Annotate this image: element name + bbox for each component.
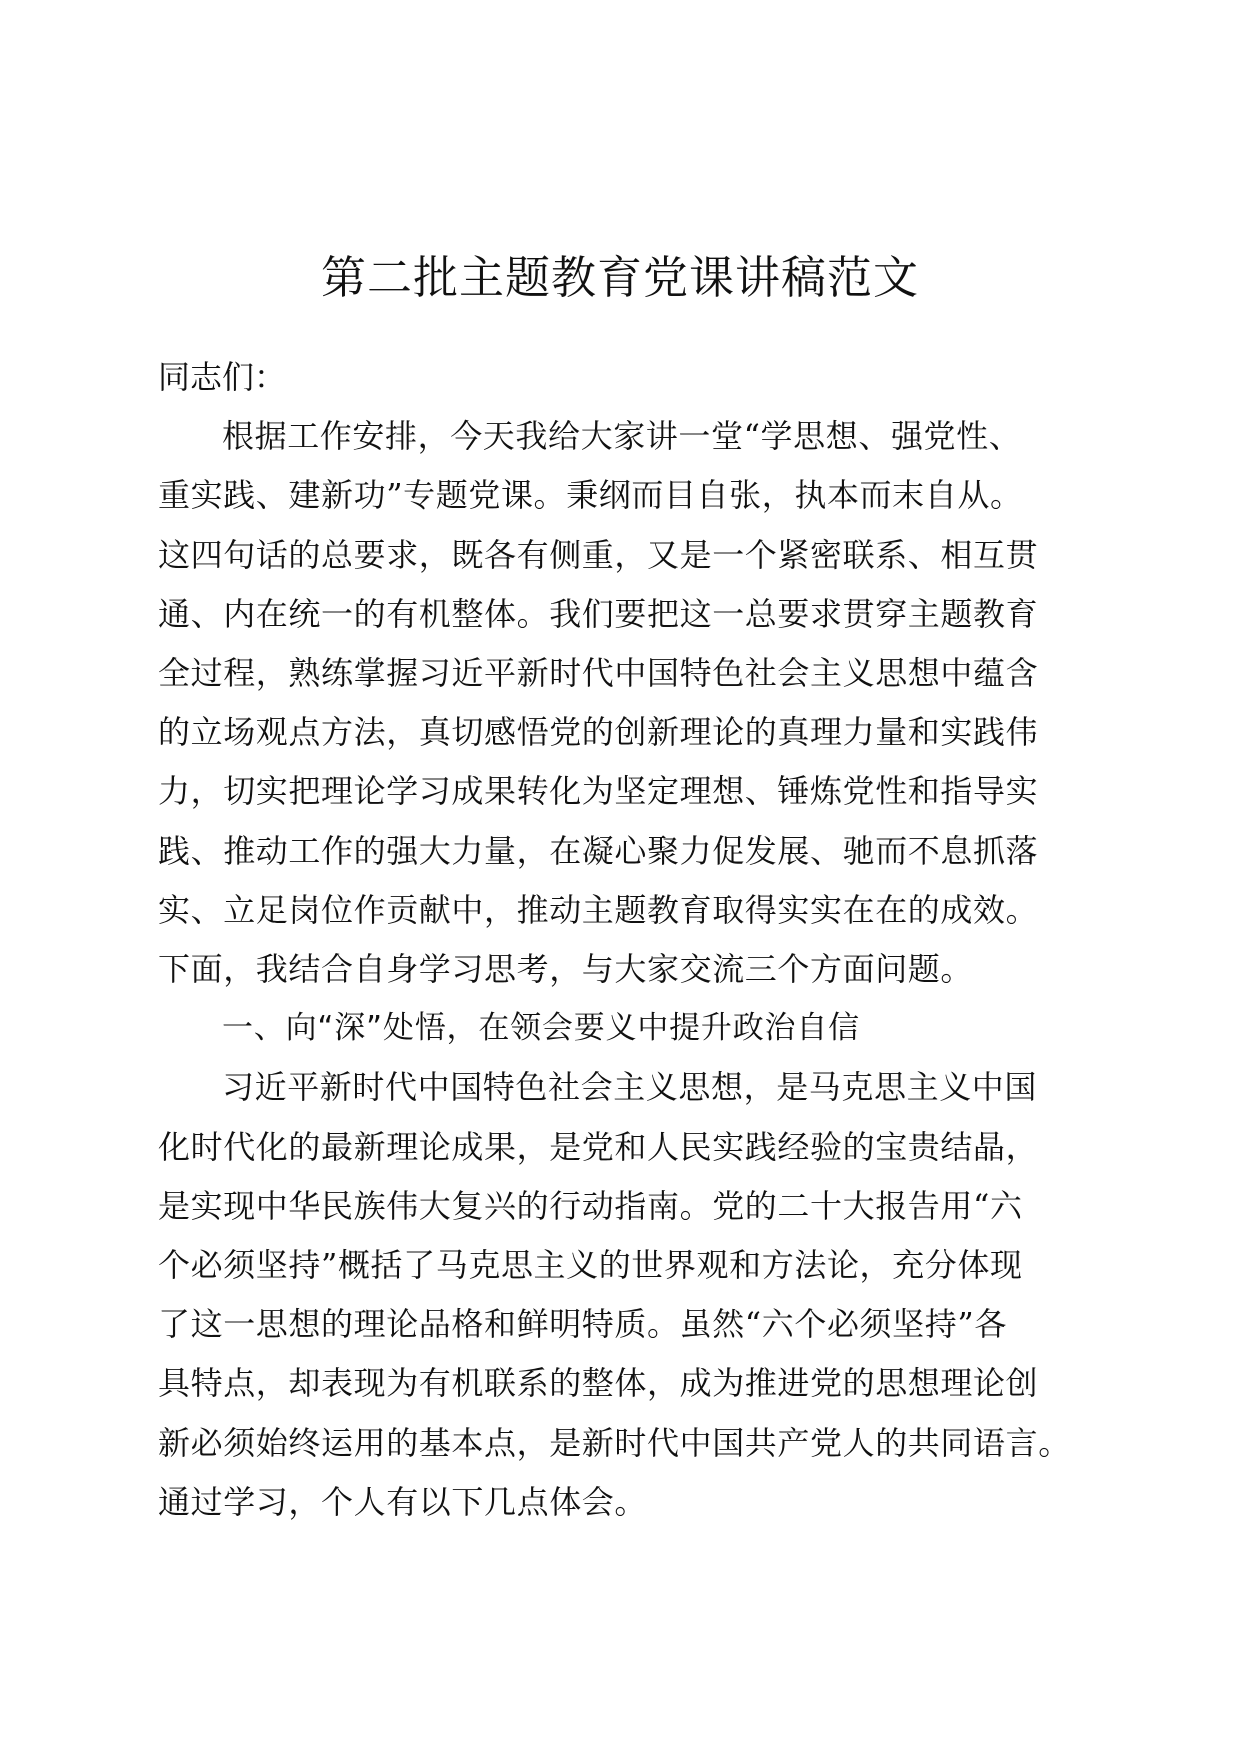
paragraph-line: 通过学习，个人有以下几点体会。 — [158, 1482, 648, 1521]
paragraph-line: 新必须始终运用的基本点，是新时代中国共产党人的共同语言。 — [158, 1423, 1071, 1462]
paragraph-line: 具特点，却表现为有机联系的整体，成为推进党的思想理论创 — [158, 1364, 1039, 1403]
paragraph-line: 根据工作安排，今天我给大家讲一堂“学思想、强党性、 — [222, 417, 1022, 456]
document-body — [158, 348, 1098, 1532]
paragraph-line: 下面，我结合自身学习思考，与大家交流三个方面问题。 — [158, 950, 974, 989]
paragraph-line: 力，切实把理论学习成果转化为坚定理想、锤炼党性和指导实 — [158, 772, 1039, 811]
salutation: 同志们： — [158, 358, 287, 396]
paragraph-2 — [158, 1058, 1098, 1532]
paragraph-line: 通、内在统一的有机整体。我们要把这一总要求贯穿主题教育 — [158, 594, 1039, 633]
paragraph-line: 重实践、建新功”专题党课。秉纲而目自张，执本而末自从。 — [158, 476, 1023, 515]
section-heading: 一、向“深”处悟，在领会要义中提升政治自信 — [222, 1010, 860, 1047]
document-title: 第二批主题教育党课讲稿范文 — [320, 251, 919, 304]
paragraph-line: 践、推动工作的强大力量，在凝心聚力促发展、驰而不息抓落 — [158, 831, 1039, 870]
paragraph-1 — [158, 407, 1098, 999]
paragraph-line: 个必须坚持”概括了马克思主义的世界观和方法论，充分体现 — [158, 1246, 1023, 1285]
paragraph-line: 这四句话的总要求，既各有侧重，又是一个紧密联系、相互贯 — [158, 535, 1039, 574]
paragraph-line: 全过程，熟练掌握习近平新时代中国特色社会主义思想中蕴含 — [158, 654, 1039, 693]
paragraph-line: 习近平新时代中国特色社会主义思想，是马克思主义中国 — [222, 1068, 1038, 1107]
paragraph-line: 实、立足岗位作贡献中，推动主题教育取得实实在在的成效。 — [158, 890, 1039, 929]
paragraph-line: 化时代化的最新理论成果，是党和人民实践经验的宝贵结晶， — [158, 1127, 1039, 1166]
paragraph-line: 的立场观点方法，真切感悟党的创新理论的真理力量和实践伟 — [158, 713, 1039, 752]
paragraph-line: 了这一思想的理论品格和鲜明特质。虽然“六个必须坚持”各 — [158, 1305, 1007, 1344]
paragraph-line: 是实现中华民族伟大复兴的行动指南。党的二十大报告用“六 — [158, 1186, 1023, 1225]
